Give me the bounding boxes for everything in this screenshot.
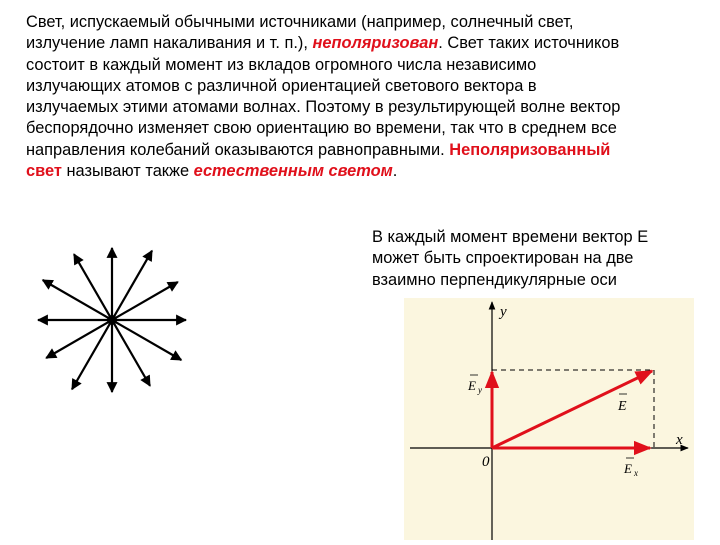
star-center-dot [107, 315, 117, 325]
svg-text:E: E [468, 378, 476, 393]
caption-line-2: может быть спроектирован на две [372, 249, 634, 268]
caption-line-3: взаимно перпендикулярные оси [372, 270, 617, 289]
paragraph-text: . [392, 162, 398, 181]
term-unpolarized: неполяризован [312, 34, 439, 53]
label-e [617, 394, 627, 414]
paragraph-text: . Свет таких источников [438, 34, 620, 53]
label-ey [467, 375, 482, 395]
paragraph-line-4: излучающих атомов с различной ориентацией светового вектора в [26, 76, 537, 95]
term-light: свет [26, 162, 62, 181]
term-unpolarized-light: Неполяризованный [449, 140, 611, 159]
paragraph-line-7 [26, 140, 696, 161]
paragraph-text: излучение ламп накаливания и т. п.), [26, 34, 313, 53]
paragraph-line-6: беспорядочно изменяет свою ориентацию во времени, так что в среднем все [26, 119, 617, 138]
svg-text:x: x [634, 468, 638, 478]
vector-e [492, 371, 652, 448]
paragraph-line-8 [26, 161, 696, 182]
x-axis-label: x [676, 432, 683, 448]
paragraph-line-5: излучаемых этими атомами волнах. Поэтому в результирующей волне вектор [26, 98, 621, 117]
term-natural-light: естественным светом [193, 162, 393, 181]
paragraph-line-2 [26, 33, 696, 54]
origin-label: 0 [482, 454, 490, 470]
projection-caption [372, 227, 702, 291]
paragraph-text: направления колебаний оказываются равноправными. [26, 140, 450, 159]
svg-text:E: E [618, 399, 627, 414]
paragraph-line-3: состоит в каждый момент из вкладов огромного числа независимо [26, 55, 537, 74]
paragraph-text: называют также [61, 162, 194, 181]
random-polarization-star [30, 240, 200, 410]
main-paragraph [26, 12, 696, 182]
vector-projection-diagram [404, 298, 694, 540]
y-axis-label: y [500, 304, 507, 320]
svg-text:y: y [478, 385, 482, 395]
caption-line-1: В каждый момент времени вектор Е [372, 228, 649, 246]
label-ex [623, 458, 638, 478]
svg-text:E: E [624, 461, 632, 476]
paragraph-line-1: Свет, испускаемый обычными источниками (например, солнечный свет, [26, 13, 574, 31]
